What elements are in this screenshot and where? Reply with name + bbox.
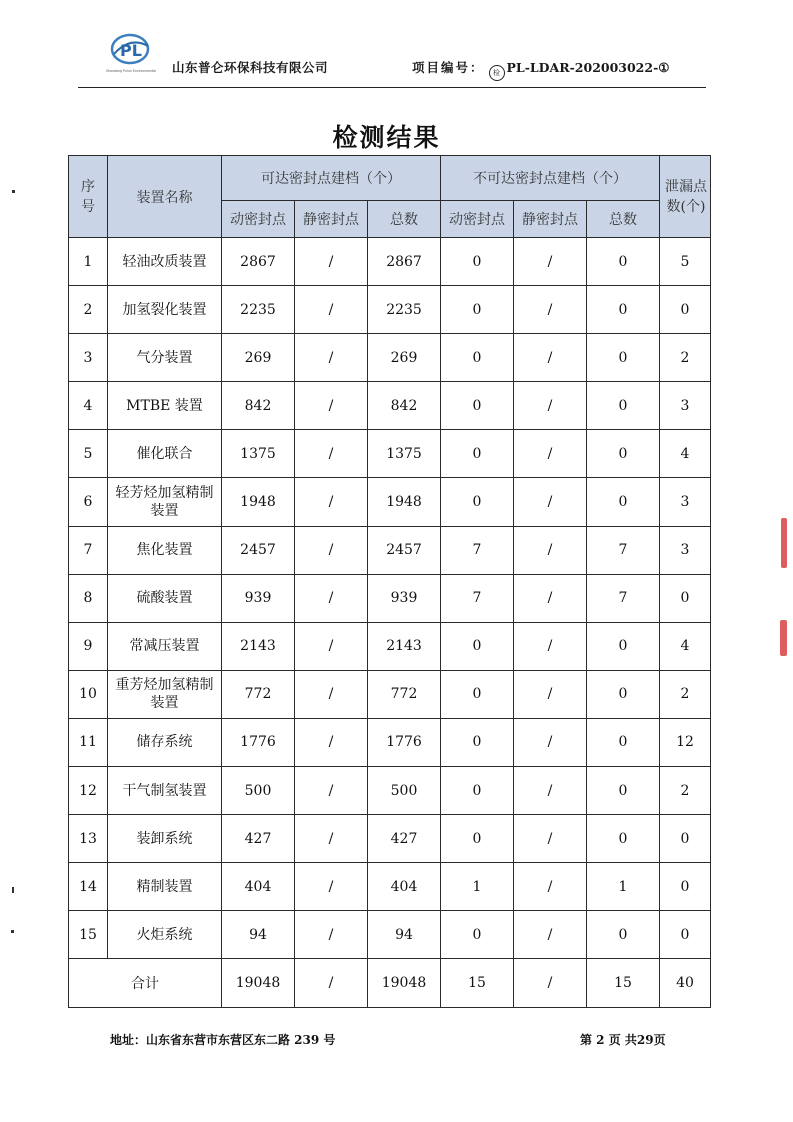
cell-unreachable-total: 0 bbox=[587, 478, 660, 526]
table-row bbox=[69, 478, 711, 526]
cell-name: 加氢裂化装置 bbox=[108, 286, 222, 334]
cell-reachable-static: / bbox=[295, 286, 368, 334]
cell-reachable-static: / bbox=[295, 382, 368, 430]
company-logo bbox=[104, 32, 164, 76]
binding-tick bbox=[12, 190, 15, 193]
cell-seq: 5 bbox=[69, 430, 108, 478]
cell-seq: 3 bbox=[69, 334, 108, 382]
cell-seq: 7 bbox=[69, 526, 108, 574]
cell-name: 重芳烃加氢精制装置 bbox=[108, 670, 222, 718]
cell-unreachable-static: / bbox=[514, 574, 587, 622]
cell-reachable-dynamic: 2457 bbox=[222, 526, 295, 574]
table-row bbox=[69, 815, 711, 863]
cell-unreachable-static: / bbox=[514, 718, 587, 766]
cell-reachable-total: 2235 bbox=[368, 286, 441, 334]
cell-total-unreachable-dynamic: 15 bbox=[441, 959, 514, 1007]
cell-name: 干气制氢装置 bbox=[108, 767, 222, 815]
cell-seq: 4 bbox=[69, 382, 108, 430]
cell-unreachable-dynamic: 0 bbox=[441, 334, 514, 382]
cell-unreachable-static: / bbox=[514, 238, 587, 286]
table-row bbox=[69, 430, 711, 478]
logo-caption: Shandong Pulun Environmental bbox=[106, 69, 157, 73]
cell-seq: 1 bbox=[69, 238, 108, 286]
cell-reachable-dynamic: 2235 bbox=[222, 286, 295, 334]
header-reachable-total: 总数 bbox=[368, 201, 441, 238]
cell-unreachable-total: 0 bbox=[587, 430, 660, 478]
cell-unreachable-dynamic: 0 bbox=[441, 718, 514, 766]
cell-reachable-static: / bbox=[295, 815, 368, 863]
cell-seq: 2 bbox=[69, 286, 108, 334]
cell-reachable-static: / bbox=[295, 622, 368, 670]
project-label: 项目编号： bbox=[412, 60, 485, 75]
cell-unreachable-static: / bbox=[514, 334, 587, 382]
cell-reachable-static: / bbox=[295, 334, 368, 382]
cell-reachable-static: / bbox=[295, 238, 368, 286]
cell-total-unreachable-static: / bbox=[514, 959, 587, 1007]
cell-reachable-total: 772 bbox=[368, 670, 441, 718]
cell-unreachable-dynamic: 0 bbox=[441, 670, 514, 718]
table-row bbox=[69, 238, 711, 286]
cell-unreachable-static: / bbox=[514, 863, 587, 911]
cell-name: 精制装置 bbox=[108, 863, 222, 911]
table-row bbox=[69, 526, 711, 574]
cell-seq: 14 bbox=[69, 863, 108, 911]
header-leak-points bbox=[660, 156, 711, 238]
cell-unreachable-static: / bbox=[514, 767, 587, 815]
page-title: 检测结果 bbox=[332, 123, 441, 152]
cell-name: 焦化装置 bbox=[108, 526, 222, 574]
header-reachable: 可达密封点建档（个） bbox=[222, 156, 441, 201]
cell-reachable-total: 2143 bbox=[368, 622, 441, 670]
cell-unreachable-total: 7 bbox=[587, 574, 660, 622]
cell-reachable-dynamic: 2867 bbox=[222, 238, 295, 286]
cell-unreachable-dynamic: 0 bbox=[441, 911, 514, 959]
cell-reachable-dynamic: 1776 bbox=[222, 718, 295, 766]
cell-unreachable-dynamic: 0 bbox=[441, 622, 514, 670]
cell-leak: 0 bbox=[660, 286, 711, 334]
cell-unreachable-dynamic: 0 bbox=[441, 815, 514, 863]
cell-reachable-dynamic: 94 bbox=[222, 911, 295, 959]
cell-seq: 10 bbox=[69, 670, 108, 718]
cell-reachable-static: / bbox=[295, 911, 368, 959]
cell-seq: 13 bbox=[69, 815, 108, 863]
cell-unreachable-dynamic: 0 bbox=[441, 238, 514, 286]
cell-reachable-static: / bbox=[295, 863, 368, 911]
cell-seq: 9 bbox=[69, 622, 108, 670]
table-row bbox=[69, 334, 711, 382]
cell-unreachable-static: / bbox=[514, 526, 587, 574]
header-unreachable-dynamic: 动密封点 bbox=[441, 201, 514, 238]
cell-total-leak: 40 bbox=[660, 959, 711, 1007]
cell-reachable-static: / bbox=[295, 670, 368, 718]
cell-leak: 0 bbox=[660, 815, 711, 863]
header-reachable-dynamic: 动密封点 bbox=[222, 201, 295, 238]
cell-reachable-dynamic: 427 bbox=[222, 815, 295, 863]
edge-seal-mark bbox=[780, 620, 787, 656]
cell-leak: 4 bbox=[660, 430, 711, 478]
header-unreachable-static: 静密封点 bbox=[514, 201, 587, 238]
table-row bbox=[69, 670, 711, 718]
results-table bbox=[68, 155, 711, 1008]
cell-reachable-static: / bbox=[295, 526, 368, 574]
cell-seq: 6 bbox=[69, 478, 108, 526]
cell-leak: 0 bbox=[660, 863, 711, 911]
cell-reachable-dynamic: 2143 bbox=[222, 622, 295, 670]
cell-unreachable-static: / bbox=[514, 670, 587, 718]
cell-seq: 15 bbox=[69, 911, 108, 959]
cell-reachable-total: 404 bbox=[368, 863, 441, 911]
cell-unreachable-total: 0 bbox=[587, 382, 660, 430]
cell-leak: 0 bbox=[660, 574, 711, 622]
cell-unreachable-total: 0 bbox=[587, 334, 660, 382]
total-row bbox=[69, 959, 711, 1007]
cell-leak: 4 bbox=[660, 622, 711, 670]
cell-leak: 0 bbox=[660, 911, 711, 959]
cell-reachable-total: 1948 bbox=[368, 478, 441, 526]
cell-reachable-dynamic: 1375 bbox=[222, 430, 295, 478]
svg-text:PL: PL bbox=[120, 41, 142, 60]
table-row bbox=[69, 767, 711, 815]
edge-seal-mark bbox=[781, 518, 787, 568]
cell-unreachable-dynamic: 0 bbox=[441, 767, 514, 815]
cell-reachable-dynamic: 842 bbox=[222, 382, 295, 430]
cell-reachable-dynamic: 939 bbox=[222, 574, 295, 622]
cell-unreachable-dynamic: 0 bbox=[441, 430, 514, 478]
cell-name: 硫酸装置 bbox=[108, 574, 222, 622]
cell-reachable-total: 2867 bbox=[368, 238, 441, 286]
cell-unreachable-total: 7 bbox=[587, 526, 660, 574]
cell-unreachable-static: / bbox=[514, 286, 587, 334]
cell-total-reachable-dynamic: 19048 bbox=[222, 959, 295, 1007]
cell-reachable-static: / bbox=[295, 430, 368, 478]
cell-reachable-total: 2457 bbox=[368, 526, 441, 574]
table-row bbox=[69, 382, 711, 430]
cell-leak: 2 bbox=[660, 670, 711, 718]
cell-reachable-dynamic: 500 bbox=[222, 767, 295, 815]
cell-reachable-total: 500 bbox=[368, 767, 441, 815]
cell-reachable-dynamic: 1948 bbox=[222, 478, 295, 526]
cell-unreachable-dynamic: 0 bbox=[441, 286, 514, 334]
cell-total-reachable-total: 19048 bbox=[368, 959, 441, 1007]
cell-name: MTBE 装置 bbox=[108, 382, 222, 430]
cell-leak: 3 bbox=[660, 526, 711, 574]
cell-unreachable-static: / bbox=[514, 382, 587, 430]
cell-reachable-total: 939 bbox=[368, 574, 441, 622]
cell-unreachable-static: / bbox=[514, 911, 587, 959]
project-number bbox=[412, 58, 669, 81]
header-seq-text: 序号 bbox=[81, 178, 95, 215]
cell-total-unreachable-total: 15 bbox=[587, 959, 660, 1007]
cell-unreachable-dynamic: 1 bbox=[441, 863, 514, 911]
table-row bbox=[69, 622, 711, 670]
cell-unreachable-total: 0 bbox=[587, 238, 660, 286]
header-reachable-static: 静密封点 bbox=[295, 201, 368, 238]
table-row bbox=[69, 718, 711, 766]
cell-name: 常减压装置 bbox=[108, 622, 222, 670]
cell-unreachable-total: 1 bbox=[587, 863, 660, 911]
cell-unreachable-dynamic: 7 bbox=[441, 526, 514, 574]
binding-tick bbox=[11, 930, 14, 933]
cell-leak: 12 bbox=[660, 718, 711, 766]
cell-unreachable-static: / bbox=[514, 478, 587, 526]
cell-unreachable-static: / bbox=[514, 622, 587, 670]
cell-unreachable-total: 0 bbox=[587, 670, 660, 718]
footer-address: 地址：山东省东营市东营区东二路 239 号 bbox=[110, 1033, 336, 1047]
header-unreachable: 不可达密封点建档（个） bbox=[441, 156, 660, 201]
header-divider bbox=[78, 87, 706, 88]
cell-unreachable-total: 0 bbox=[587, 718, 660, 766]
cell-unreachable-dynamic: 0 bbox=[441, 478, 514, 526]
cell-reachable-dynamic: 404 bbox=[222, 863, 295, 911]
inspection-stamp-icon: 检 bbox=[489, 65, 505, 81]
table-row bbox=[69, 286, 711, 334]
cell-unreachable-total: 0 bbox=[587, 767, 660, 815]
cell-reachable-total: 427 bbox=[368, 815, 441, 863]
table-row bbox=[69, 574, 711, 622]
header-leak-text: 泄漏点数(个) bbox=[665, 178, 708, 215]
cell-leak: 2 bbox=[660, 334, 711, 382]
cell-leak: 5 bbox=[660, 238, 711, 286]
cell-total-reachable-static: / bbox=[295, 959, 368, 1007]
header-name: 装置名称 bbox=[108, 156, 222, 238]
cell-reachable-dynamic: 269 bbox=[222, 334, 295, 382]
cell-unreachable-total: 0 bbox=[587, 815, 660, 863]
cell-unreachable-total: 0 bbox=[587, 622, 660, 670]
cell-seq: 11 bbox=[69, 718, 108, 766]
cell-name: 轻芳烃加氢精制装置 bbox=[108, 478, 222, 526]
table-row bbox=[69, 911, 711, 959]
cell-unreachable-dynamic: 7 bbox=[441, 574, 514, 622]
cell-unreachable-dynamic: 0 bbox=[441, 382, 514, 430]
cell-name: 气分装置 bbox=[108, 334, 222, 382]
cell-reachable-static: / bbox=[295, 574, 368, 622]
cell-total-label: 合计 bbox=[69, 959, 222, 1007]
page-header bbox=[0, 0, 793, 95]
cell-reachable-total: 1375 bbox=[368, 430, 441, 478]
cell-name: 火炬系统 bbox=[108, 911, 222, 959]
cell-reachable-dynamic: 772 bbox=[222, 670, 295, 718]
company-name: 山东普仑环保科技有限公司 bbox=[172, 60, 329, 75]
header-unreachable-total: 总数 bbox=[587, 201, 660, 238]
table-row bbox=[69, 863, 711, 911]
footer-page-number: 第 2 页 共29页 bbox=[580, 1033, 666, 1047]
cell-reachable-total: 1776 bbox=[368, 718, 441, 766]
cell-unreachable-static: / bbox=[514, 430, 587, 478]
binding-tick bbox=[12, 887, 14, 893]
cell-name: 装卸系统 bbox=[108, 815, 222, 863]
project-number-value: PL-LDAR-202003022-① bbox=[506, 60, 670, 75]
cell-reachable-static: / bbox=[295, 478, 368, 526]
cell-name: 储存系统 bbox=[108, 718, 222, 766]
cell-reachable-static: / bbox=[295, 718, 368, 766]
cell-seq: 12 bbox=[69, 767, 108, 815]
cell-unreachable-total: 0 bbox=[587, 911, 660, 959]
cell-reachable-static: / bbox=[295, 767, 368, 815]
cell-leak: 3 bbox=[660, 382, 711, 430]
header-seq bbox=[69, 156, 108, 238]
cell-unreachable-total: 0 bbox=[587, 286, 660, 334]
cell-name: 催化联合 bbox=[108, 430, 222, 478]
cell-leak: 2 bbox=[660, 767, 711, 815]
cell-leak: 3 bbox=[660, 478, 711, 526]
cell-reachable-total: 94 bbox=[368, 911, 441, 959]
cell-name: 轻油改质装置 bbox=[108, 238, 222, 286]
cell-unreachable-static: / bbox=[514, 815, 587, 863]
cell-reachable-total: 269 bbox=[368, 334, 441, 382]
cell-reachable-total: 842 bbox=[368, 382, 441, 430]
cell-seq: 8 bbox=[69, 574, 108, 622]
